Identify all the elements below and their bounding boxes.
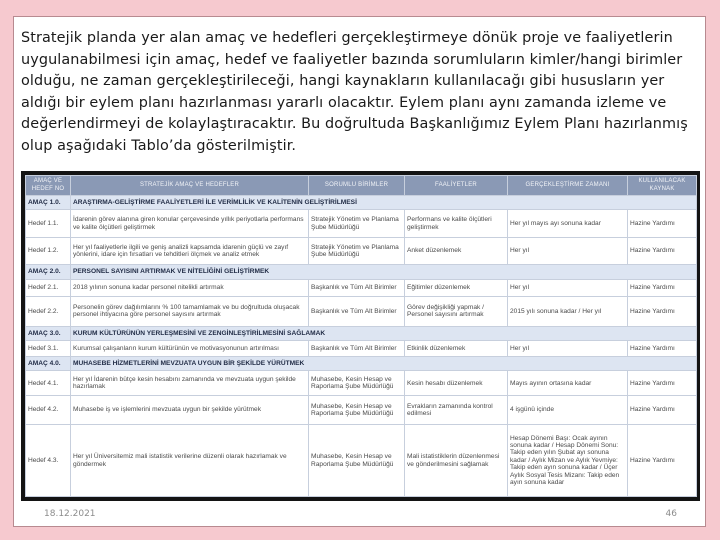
target-goal: Her yıl Üniversitemiz mali istatistik verilerine düzenli olarak hazırlamak ve göndermek [71,425,309,497]
responsible-unit: Muhasebe, Kesin Hesap ve Raporlama Şube Müdürlüğü [309,371,405,396]
target-goal: Muhasebe iş ve işlemlerini mevzuata uygun bir şekilde yürütmek [71,396,309,425]
activity: Eğitimler düzenlemek [405,279,508,296]
resource: Hazine Yardımı [628,279,697,296]
activity: Etkinlik düzenlemek [405,341,508,357]
table-section-row [26,357,697,371]
table-row [26,396,697,425]
intro-paragraph: Stratejik planda yer alan amaç ve hedefleri gerçekleştirmeye dönük proje ve faaliyetlerin uygulanabilmesi için amaç, hedef ve faaliyetler bazında sorumluların kimler/hangi birimler olduğu, ne zaman gerçekleştirileceği, hangi kaynakların kullanılacağı gibi hususların yer aldığı bir eylem planı hazırlanması yararlı olacaktır. Eylem planı aynı zamanda izleme ve değerlendirmeyi de kolaylaştıracaktır. Bu doğrultuda Başkanlığımız Eylem Planı hazırlanmış olup aşağıdaki Tablo’da gösterilmiştir. [21,30,688,154]
activity: Kesin hesabı düzenlemek [405,371,508,396]
target-goal: Kurumsal çalışanların kurum kültürünün ve motivasyonunun artırılması [71,341,309,357]
header-goals: STRATEJİK AMAÇ VE HEDEFLER [71,176,309,196]
section-code: AMAÇ 1.0. [26,196,71,210]
target-code: Hedef 4.2. [26,396,71,425]
table-section-row [26,326,697,340]
completion-time: Mayıs ayının ortasına kadar [508,371,628,396]
footer-date: 18.12.2021 [44,509,96,519]
table-row [26,425,697,497]
slide [13,16,706,527]
action-plan-table [25,175,697,497]
section-code: AMAÇ 4.0. [26,357,71,371]
header-time: GERÇEKLEŞTİRME ZAMANI [508,176,628,196]
responsible-unit: Stratejik Yönetim ve Planlama Şube Müdürlüğü [309,210,405,238]
target-goal: 2018 yılının sonuna kadar personel nitelikli artırmak [71,279,309,296]
responsible-unit: Başkanlık ve Tüm Alt Birimler [309,341,405,357]
table-row [26,296,697,326]
table-section-row [26,265,697,279]
resource: Hazine Yardımı [628,396,697,425]
target-goal: Personelin görev dağılımlarını % 100 tamamlamak ve bu doğrultuda oluşacak personel ihtiyacına göre personel sayısını artırmak [71,296,309,326]
table-row [26,371,697,396]
header-activities: FAALİYETLER [405,176,508,196]
target-code: Hedef 1.2. [26,237,71,265]
section-label: ARAŞTIRMA-GELİŞTİRME FAALİYETLERİ İLE VERİMLİLİK VE KALİTENİN GELİŞTİRİLMESİ [71,196,697,210]
resource: Hazine Yardımı [628,371,697,396]
target-goal: Her yıl İdarenin bütçe kesin hesabını zamanında ve mevzuata uygun şekilde hazırlamak [71,371,309,396]
resource: Hazine Yardımı [628,341,697,357]
target-code: Hedef 2.1. [26,279,71,296]
responsible-unit: Başkanlık ve Tüm Alt Birimler [309,296,405,326]
target-code: Hedef 4.3. [26,425,71,497]
resource: Hazine Yardımı [628,210,697,238]
responsible-unit: Başkanlık ve Tüm Alt Birimler [309,279,405,296]
target-code: Hedef 2.2. [26,296,71,326]
table-row [26,341,697,357]
completion-time: Her yıl [508,341,628,357]
resource: Hazine Yardımı [628,425,697,497]
page-number: 46 [665,509,677,519]
header-no: AMAÇ VE HEDEF NO [26,176,71,196]
table-header-row [26,176,697,196]
activity: Performans ve kalite ölçütleri geliştirmek [405,210,508,238]
resource: Hazine Yardımı [628,237,697,265]
completion-time: Her yıl mayıs ayı sonuna kadar [508,210,628,238]
section-code: AMAÇ 2.0. [26,265,71,279]
table-row [26,210,697,238]
completion-time: 4 işgünü içinde [508,396,628,425]
activity: Mali istatistiklerin düzenlenmesi ve gönderilmesini sağlamak [405,425,508,497]
header-resource: KULLANILACAK KAYNAK [628,176,697,196]
table-row [26,237,697,265]
action-plan-table-frame [21,171,700,501]
section-label: KURUM KÜLTÜRÜNÜN YERLEŞMESİNİ VE ZENGİNLEŞTİRİLMESİNİ SAĞLAMAK [71,326,697,340]
completion-time: 2015 yılı sonuna kadar / Her yıl [508,296,628,326]
target-code: Hedef 4.1. [26,371,71,396]
target-goal: İdarenin görev alanına giren konular çerçevesinde yıllık periyotlarla performans ve kalite ölçütleri geliştirmek [71,210,309,238]
table-section-row [26,196,697,210]
activity: Evrakların zamanında kontrol edilmesi [405,396,508,425]
section-label: MUHASEBE HİZMETLERİNİ MEVZUATA UYGUN BİR ŞEKİLDE YÜRÜTMEK [71,357,697,371]
completion-time: Hesap Dönemi Başı: Ocak ayının sonuna kadar / Hesap Dönemi Sonu: Takip eden yılın Şubat ayı sonuna kadar / Aylık Mizan ve Aylık Yevmiye: Takip eden ayın sonuna kadar / Üçer Aylık Sosyal Tesis Mizanı: Takip eden ayın sonuna kadar [508,425,628,497]
header-units: SORUMLU BİRİMLER [309,176,405,196]
section-label: PERSONEL SAYISINI ARTIRMAK VE NİTELİĞİNİ GELİŞTİRMEK [71,265,697,279]
completion-time: Her yıl [508,279,628,296]
table-row [26,279,697,296]
target-goal: Her yıl faaliyetlerle ilgili ve geniş analizli kapsamda idarenin güçlü ve zayıf yönlerini, idare için fırsatları ve tehditleri ölçmek ve analiz etmek [71,237,309,265]
section-code: AMAÇ 3.0. [26,326,71,340]
responsible-unit: Muhasebe, Kesin Hesap ve Raporlama Şube Müdürlüğü [309,425,405,497]
responsible-unit: Stratejik Yönetim ve Planlama Şube Müdürlüğü [309,237,405,265]
activity: Anket düzenlemek [405,237,508,265]
target-code: Hedef 1.1. [26,210,71,238]
responsible-unit: Muhasebe, Kesin Hesap ve Raporlama Şube Müdürlüğü [309,396,405,425]
target-code: Hedef 3.1. [26,341,71,357]
completion-time: Her yıl [508,237,628,265]
resource: Hazine Yardımı [628,296,697,326]
activity: Görev değişikliği yapmak / Personel sayısını artırmak [405,296,508,326]
